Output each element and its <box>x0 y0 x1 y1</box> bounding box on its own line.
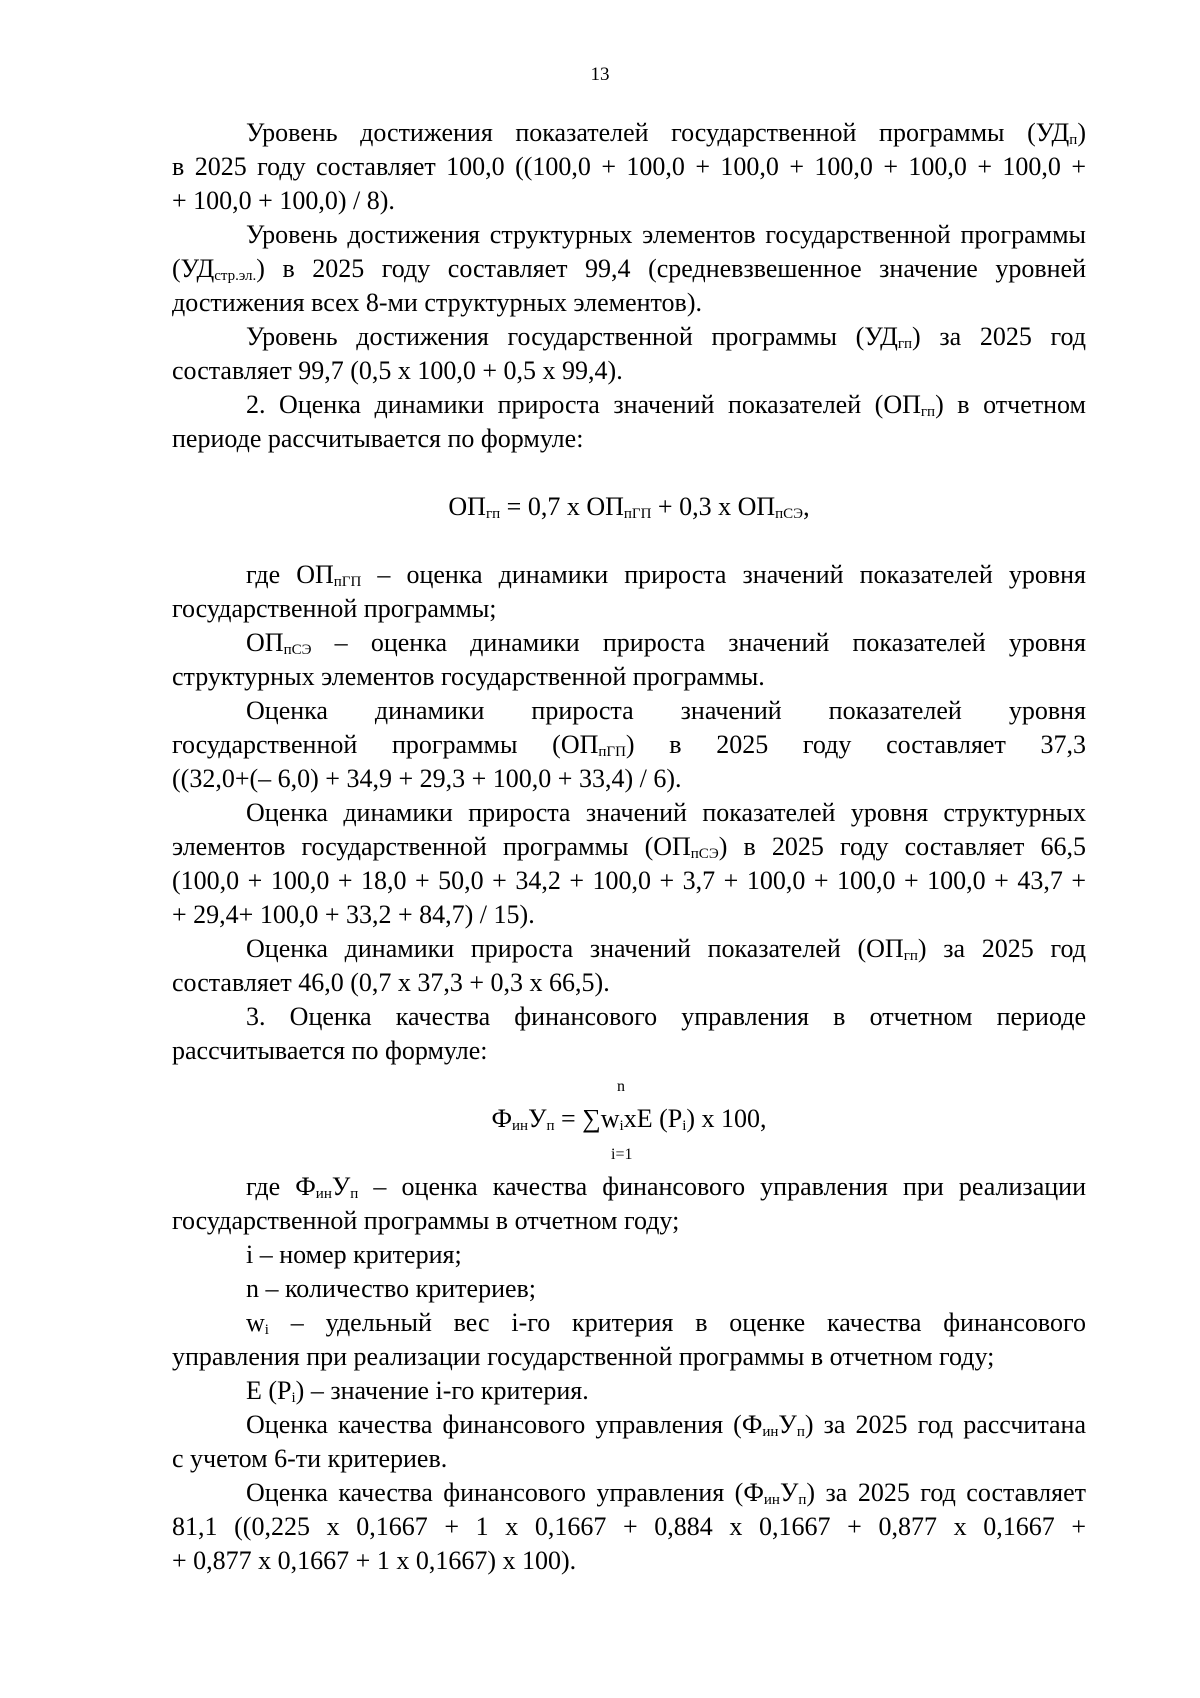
paragraph-line: 3. Оценка качества финансового управления в отчетном периоде <box>246 1002 1086 1031</box>
paragraph-line: Оценка динамики прироста значений показателей $(ОП_{гп})$ за 2025 год <box>246 934 1086 964</box>
formula-op: $ОП_{гп} = 0,7$ х $ОП_{пГП} + 0,3$ х $ОП_{пСЭ}$, <box>448 492 810 522</box>
sum-lower-limit: i=1 <box>611 1146 633 1163</box>
formula-finu-text: $Ф_{ин}У_п = \sum w_iхЕ$ $(Р_i)$ х 100, <box>491 1104 767 1134</box>
paragraph-line: $w_i$ – удельный вес i-го критерия в оценке качества финансового <box>246 1308 1086 1338</box>
spacer <box>172 456 1086 490</box>
paragraph-line: Оценка динамики прироста значений показателей уровня <box>246 696 1086 725</box>
paragraph-line: где $Ф_{ин}У_п$ – оценка качества финансового управления при реализации <box>246 1172 1086 1202</box>
formula-finu <box>172 1068 1086 1170</box>
paragraph-line: Оценка динамики прироста значений показателей уровня структурных <box>246 798 1086 827</box>
paragraph-line: + 0,877 х 0,1667 + 1 х 0,1667) х 100). <box>172 1546 577 1575</box>
document-body <box>172 116 1086 1578</box>
paragraph-line: где $ОП_{пГП}$ – оценка динамики прироста значений показателей уровня <box>246 560 1086 590</box>
spacer <box>172 524 1086 558</box>
paragraph-line: Уровень достижения государственной программы $(УД_{гп})$ за 2025 год <box>246 322 1086 352</box>
paragraph-line: $ОП_{пСЭ}$ – оценка динамики прироста значений показателей уровня <box>246 628 1086 658</box>
page-number: 13 <box>590 64 610 85</box>
paragraph-line: $(УД_{стр.эл.})$ в 2025 году составляет 99,4 (средневзвешенное значение уровней <box>172 254 1086 284</box>
paragraph-line: с учетом 6-ти критериев. <box>172 1444 448 1473</box>
paragraph-line: 81,1 ((0,225 х 0,1667 + 1 х 0,1667 + 0,884 х 0,1667 + 0,877 х 0,1667 + <box>172 1512 1086 1541</box>
sum-upper-limit: n <box>617 1078 625 1095</box>
paragraph-line: (100,0 + 100,0 + 18,0 + 50,0 + 34,2 + 100,0 + 3,7 + 100,0 + 100,0 + 100,0 + 43,7 + <box>172 866 1086 895</box>
paragraph-line: Уровень достижения структурных элементов государственной программы <box>246 220 1086 249</box>
paragraph-line: элементов государственной программы $(ОП_{пСЭ})$ в 2025 году составляет 66,5 <box>172 832 1086 862</box>
paragraph-line: государственной программы в отчетном году; <box>172 1206 680 1235</box>
paragraph-line: Уровень достижения показателей государственной программы $(УД_п)$ <box>246 118 1086 148</box>
paragraph-line: + 29,4+ 100,0 + 33,2 + 84,7) / 15). <box>172 900 535 929</box>
paragraph-line: государственной программы; <box>172 594 497 623</box>
paragraph-line: + 100,0 + 100,0) / 8). <box>172 186 395 215</box>
paragraph-line: Е $(Р_i)$ – значение i-го критерия. <box>246 1376 589 1406</box>
paragraph-line: Оценка качества финансового управления $(Ф_{ин}У_п)$ за 2025 год рассчитана <box>246 1410 1086 1440</box>
paragraph-line: ((32,0+(– 6,0) + 34,9 + 29,3 + 100,0 + 33,4) / 6). <box>172 764 682 793</box>
paragraph-line: в 2025 году составляет 100,0 ((100,0 + 100,0 + 100,0 + 100,0 + 100,0 + 100,0 + <box>172 152 1086 181</box>
paragraph-line: 2. Оценка динамики прироста значений показателей $(ОП_{гп})$ в отчетном <box>246 390 1086 420</box>
paragraph-line: управления при реализации государственной программы в отчетном году; <box>172 1342 995 1371</box>
paragraph-line: Оценка качества финансового управления $(Ф_{ин}У_п)$ за 2025 год составляет <box>246 1478 1086 1508</box>
paragraph-line: периоде рассчитывается по формуле: <box>172 424 584 453</box>
paragraph-line: государственной программы $(ОП_{пГП})$ в 2025 году составляет 37,3 <box>172 730 1086 760</box>
paragraph-line: i – номер критерия; <box>246 1240 462 1269</box>
paragraph-line: составляет 99,7 (0,5 х 100,0 + 0,5 х 99,4). <box>172 356 623 385</box>
paragraph-line: n – количество критериев; <box>246 1274 537 1303</box>
paragraph-line: рассчитывается по формуле: <box>172 1036 488 1065</box>
paragraph-line: достижения всех 8-ми структурных элементов). <box>172 288 702 317</box>
paragraph-line: составляет 46,0 (0,7 х 37,3 + 0,3 х 66,5). <box>172 968 610 997</box>
paragraph-line: структурных элементов государственной программы. <box>172 662 765 691</box>
